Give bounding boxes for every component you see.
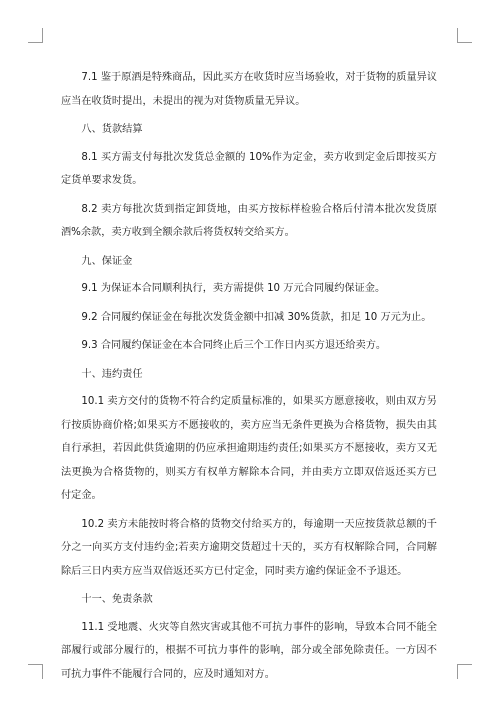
clause-10-2: 10.2 卖方未能按时将合格的货物交付给买方的，每逾期一天应按货款总额的千分之一向买方支付违约金;若卖方逾期交货超过十天的，买方有权解除合同，合同解除后三日内卖方应当双倍返还买方已付定金，同时卖方逾约保证金不予退还。	[61, 518, 437, 577]
document-body	[61, 66, 437, 691]
clause-8-2: 8.2 卖方每批次货到指定卸货地，由买方按标样检验合格后付清本批次发货原酒%余款，卖方收到全额余款后将货权转交给买方。	[61, 203, 437, 238]
clause-9-2: 9.2 合同履约保证金在每批次发货金额中扣减 30%货款，扣足 10 万元为止。	[81, 311, 432, 323]
section-heading-liability: 十、违约责任	[81, 368, 143, 380]
section-heading-deposit: 九、保证金	[81, 255, 133, 267]
clause-11-1: 11.1 受地震、火灾等自然灾害或其他不可抗力事件的影响，导致本合同不能全部履行或部分履行的，根据不可抗力事件的影响，部分或全部免除责任。一方因不可抗力事件不能履行合同的，应及时通知对方。	[61, 621, 437, 680]
clause-7-1: 7.1 鉴于原酒是特殊商品，因此买方在收货时应当场验收，对于货物的质量异议应当在收货时提出，未提出的视为对货物质量无异议。	[61, 72, 438, 107]
clause-10-1: 10.1 卖方交付的货物不符合约定质量标准的，如果买方愿意接收，则由双方另行按质协商价格;如果买方不愿接收的，卖方应当无条件更换为合格货物，损失由其自行承担，若因此供货逾期的仍应承担逾期违约责任;如果买方不愿接收，卖方又无法更换为合格货物的，则买方有权单方解除本合同，并由卖方立即双倍返还买方已付定金。	[61, 396, 437, 501]
clause-9-1: 9.1 为保证本合同顺利执行，卖方需提供 10 万元合同履约保证金。	[81, 283, 386, 294]
clause-8-1: 8.1 买方需支付每批次发货总金额的 10%作为定金，卖方收到定金后即按买方定货单要求发货。	[61, 151, 437, 186]
section-heading-payment: 八、货款结算	[81, 124, 143, 135]
clause-9-3: 9.3 合同履约保证金在本合同终止后三个工作日内买方退还给卖方。	[81, 340, 387, 351]
crop-mark-top-left	[28, 28, 43, 43]
crop-mark-bottom-right	[457, 664, 472, 679]
crop-mark-bottom-left	[28, 664, 43, 679]
crop-mark-top-right	[457, 28, 472, 43]
section-heading-exemption: 十一、免责条款	[81, 594, 153, 605]
